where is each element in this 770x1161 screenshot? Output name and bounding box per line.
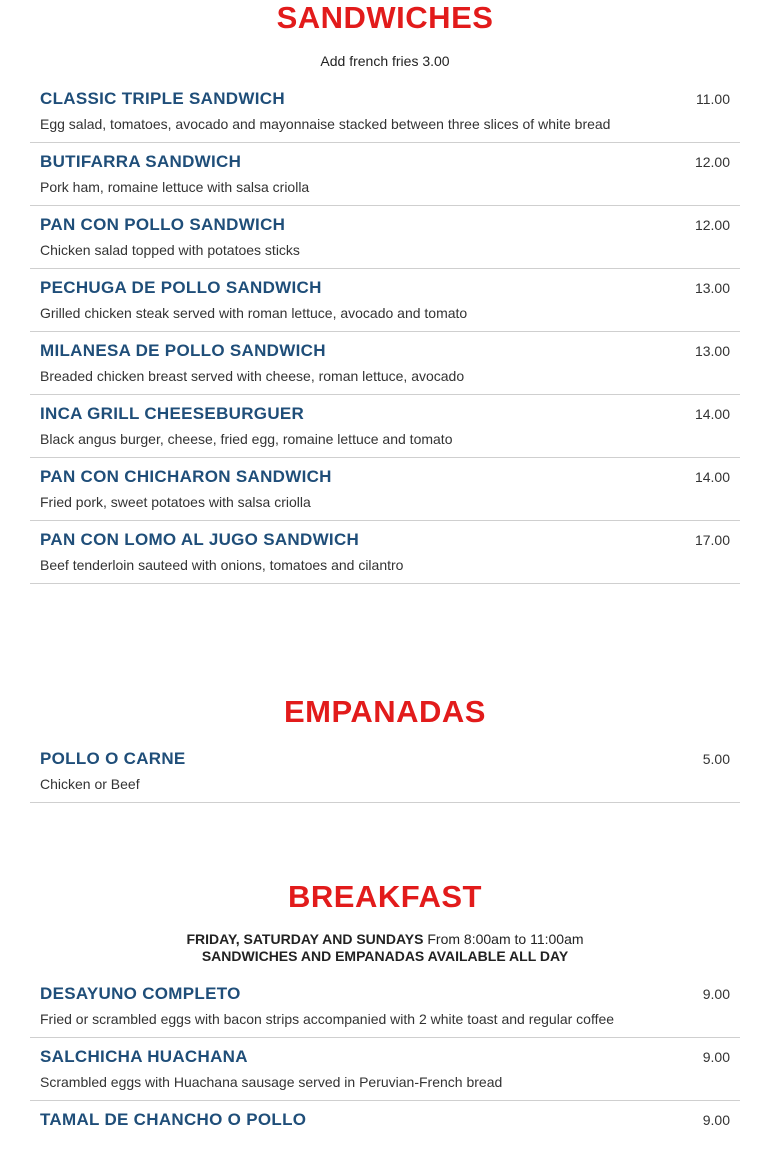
section-title: SANDWICHES	[276, 0, 494, 35]
item-price: 13.00	[694, 280, 730, 296]
item-price: 9.00	[702, 1049, 730, 1065]
menu-list	[30, 80, 740, 584]
menu-item	[30, 1038, 740, 1101]
item-name: PAN CON POLLO SANDWICH	[40, 215, 286, 234]
item-description: Fried pork, sweet potatoes with salsa criolla	[40, 494, 311, 510]
section-note: Add french fries 3.00	[320, 53, 450, 69]
item-description: Chicken salad topped with potatoes sticks	[40, 242, 300, 258]
empanadas-section	[0, 696, 770, 803]
item-description: Breaded chicken breast served with cheese, roman lettuce, avocado	[40, 368, 465, 384]
menu-item	[30, 80, 740, 143]
menu-item	[30, 143, 740, 206]
section-note-line2	[0, 948, 770, 965]
item-name: POLLO O CARNE	[40, 749, 186, 768]
menu-list	[30, 740, 740, 803]
menu-item	[30, 395, 740, 458]
menu-item	[30, 269, 740, 332]
item-name: TAMAL DE CHANCHO O POLLO	[40, 1110, 307, 1129]
item-name: CLASSIC TRIPLE SANDWICH	[40, 89, 285, 108]
item-name: MILANESA DE POLLO SANDWICH	[40, 341, 326, 360]
item-name: PAN CON LOMO AL JUGO SANDWICH	[40, 530, 360, 549]
item-price: 9.00	[702, 1112, 730, 1128]
menu-list	[30, 975, 740, 1139]
item-price: 5.00	[702, 751, 730, 767]
item-name: PAN CON CHICHARON SANDWICH	[40, 467, 332, 486]
menu-item	[30, 1101, 740, 1139]
item-name: DESAYUNO COMPLETO	[40, 984, 241, 1003]
note-hours: From 8:00am to 11:00am	[423, 931, 584, 947]
item-price: 17.00	[694, 532, 730, 548]
breakfast-section	[0, 881, 770, 1139]
item-price: 12.00	[694, 154, 730, 170]
menu-item	[30, 332, 740, 395]
menu-item	[30, 521, 740, 584]
menu-item	[30, 975, 740, 1038]
item-description: Grilled chicken steak served with roman lettuce, avocado and tomato	[40, 305, 468, 321]
item-description: Chicken or Beef	[40, 776, 140, 792]
item-price: 13.00	[694, 343, 730, 359]
item-price: 11.00	[696, 91, 730, 107]
section-title: EMPANADAS	[284, 694, 486, 729]
item-price: 9.00	[702, 986, 730, 1002]
item-description: Scrambled eggs with Huachana sausage served in Peruvian-French bread	[40, 1074, 503, 1090]
item-description: Beef tenderloin sauteed with onions, tomatoes and cilantro	[40, 557, 404, 573]
item-price: 14.00	[694, 469, 730, 485]
item-price: 12.00	[694, 217, 730, 233]
item-name: INCA GRILL CHEESEBURGUER	[40, 404, 305, 423]
menu-item	[30, 206, 740, 269]
item-description: Fried or scrambled eggs with bacon strips accompanied with 2 white toast and regular coffee	[40, 1011, 615, 1027]
item-name: BUTIFARRA SANDWICH	[40, 152, 242, 171]
section-note	[0, 931, 770, 948]
item-description: Pork ham, romaine lettuce with salsa criolla	[40, 179, 310, 195]
section-title: BREAKFAST	[288, 879, 482, 914]
note-days: FRIDAY, SATURDAY AND SUNDAYS	[186, 931, 424, 947]
item-description: Egg salad, tomatoes, avocado and mayonnaise stacked between three slices of white bread	[40, 116, 611, 132]
menu-item	[30, 458, 740, 521]
menu-item	[30, 740, 740, 803]
note-availability: SANDWICHES AND EMPANADAS AVAILABLE ALL DAY	[201, 948, 569, 964]
item-name: SALCHICHA HUACHANA	[40, 1047, 248, 1066]
item-price: 14.00	[694, 406, 730, 422]
item-name: PECHUGA DE POLLO SANDWICH	[40, 278, 322, 297]
item-description: Black angus burger, cheese, fried egg, romaine lettuce and tomato	[40, 431, 453, 447]
